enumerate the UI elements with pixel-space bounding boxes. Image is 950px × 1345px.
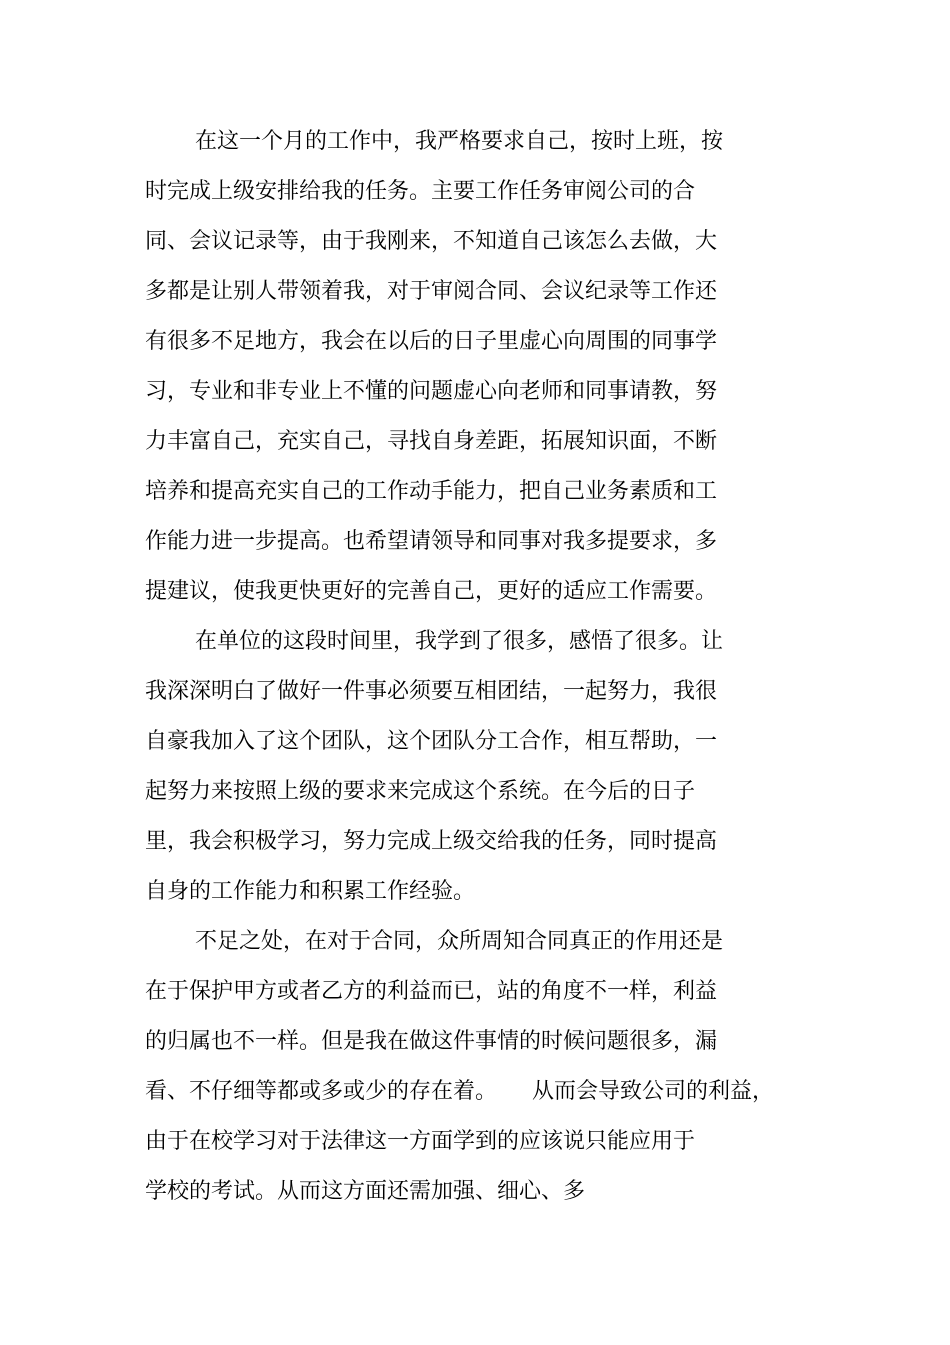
paragraph-3-line-6: 学校的考试。从而这方面还需加强、细心、多 (145, 1179, 586, 1204)
paragraph-1-line-8: 培养和提高充实自己的工作动手能力，把自己业务素质和工 (145, 479, 718, 504)
paragraph-1-line-2: 时完成上级安排给我的任务。主要工作任务审阅公司的合 (145, 179, 696, 204)
paragraph-3-line-3: 的归属也不一样。但是我在做这件事情的时候问题很多，漏 (145, 1029, 718, 1054)
paragraph-1-line-4: 多都是让别人带领着我，对于审阅合同、会议纪录等工作还 (145, 279, 718, 304)
paragraph-1-line-1: 在这一个月的工作中，我严格要求自己，按时上班，按 (195, 129, 724, 154)
paragraph-2-line-6: 自身的工作能力和积累工作经验。 (145, 879, 476, 904)
paragraph-1-line-5: 有很多不足地方，我会在以后的日子里虚心向周围的同事学 (145, 329, 718, 354)
paragraph-2-line-1: 在单位的这段时间里，我学到了很多，感悟了很多。让 (195, 629, 724, 654)
paragraph-1-line-6: 习，专业和非专业上不懂的问题虚心向老师和同事请教，努 (145, 379, 718, 404)
paragraph-1-line-3: 同、会议记录等，由于我刚来，不知道自己该怎么去做，大 (145, 229, 718, 254)
paragraph-3-line-1: 不足之处，在对于合同，众所周知合同真正的作用还是 (195, 929, 724, 954)
paragraph-3-line-5: 由于在校学习对于法律这一方面学到的应该说只能应用于 (145, 1129, 696, 1154)
paragraph-2-line-4: 起努力来按照上级的要求来完成这个系统。在今后的日子 (145, 779, 696, 804)
paragraph-1-line-9: 作能力进一步提高。也希望请领导和同事对我多提要求，多 (145, 529, 718, 554)
paragraph-2-line-5: 里，我会积极学习，努力完成上级交给我的任务，同时提高 (145, 829, 718, 854)
paragraph-2-line-2: 我深深明白了做好一件事必须要互相团结，一起努力，我很 (145, 679, 718, 704)
paragraph-1-line-10: 提建议，使我更快更好的完善自己，更好的适应工作需要。 (145, 579, 718, 604)
paragraph-1-line-7: 力丰富自己，充实自己，寻找自身差距，拓展知识面，不断 (145, 429, 718, 454)
paragraph-2-line-3: 自豪我加入了这个团队，这个团队分工合作，相互帮助，一 (145, 729, 718, 754)
paragraph-3-line-2: 在于保护甲方或者乙方的利益而已，站的角度不一样，利益 (145, 979, 718, 1004)
paragraph-3-line-4: 看、不仔细等都或多或少的存在着。 从而会导致公司的利益， (145, 1079, 774, 1104)
